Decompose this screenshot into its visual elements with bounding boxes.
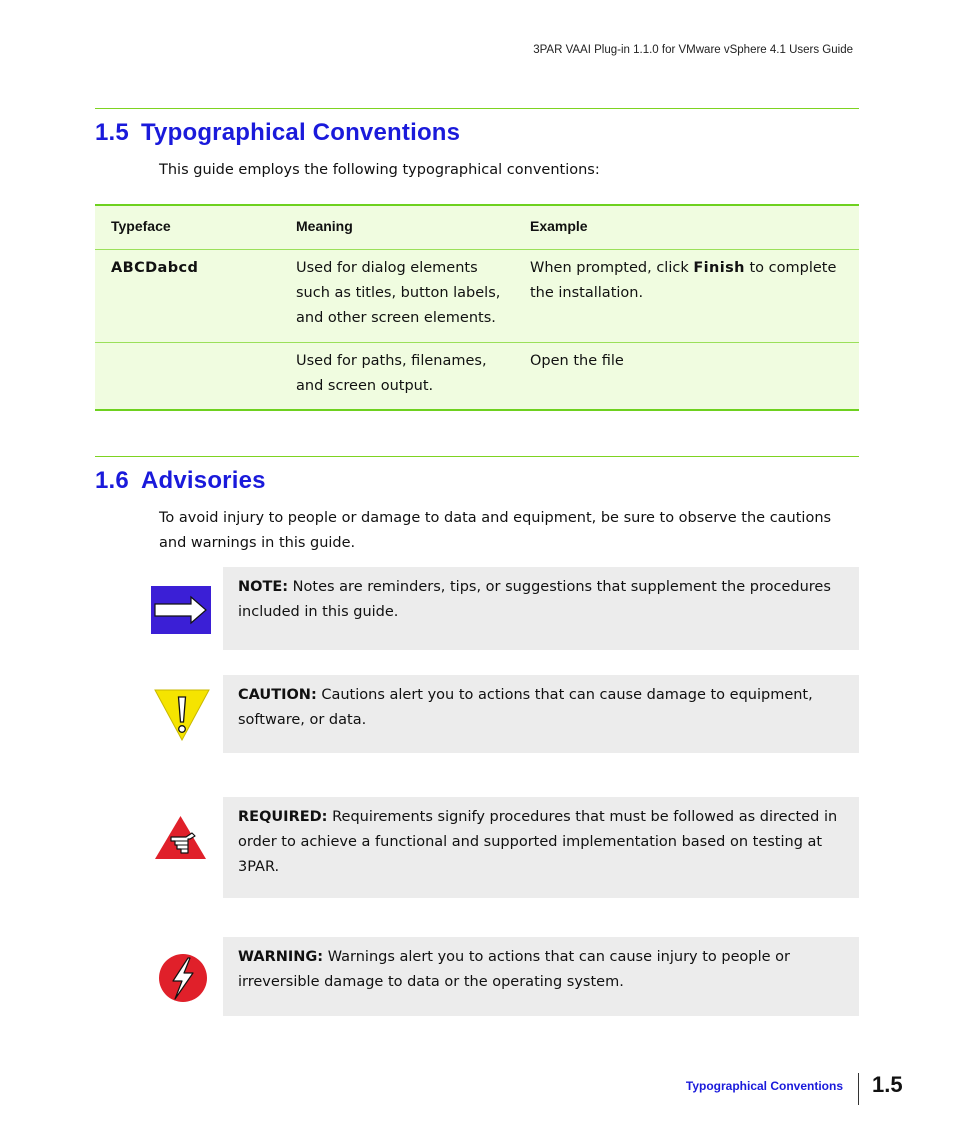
conventions-table [95,204,859,411]
required-text [238,805,848,880]
advisory-label: REQUIRED: [238,809,328,825]
example-text: When prompted, click [530,260,694,276]
footer-separator [858,1073,859,1105]
example-text-post: to complete the installation. [530,260,837,301]
page-number: 1.5 [872,1072,903,1097]
table-header-row [95,206,859,249]
lightning-icon [158,953,208,1007]
header-typeface: Typeface [111,218,171,234]
typeface-sample: ABCDabcd [111,260,199,276]
warning-box [223,937,859,1016]
meaning-cell: Used for paths, filenames, and screen output. [296,353,487,394]
caution-text [238,683,848,733]
section-heading-typographical [95,119,460,147]
advisory-body: Cautions alert you to actions that can cause damage to equipment, software, or data. [238,687,813,728]
table-row [95,342,859,409]
running-header: 3PAR VAAI Plug-in 1.1.0 for VMware vSphere 4.1 Users Guide [533,44,853,56]
table-row [95,249,859,342]
advisory-body: Notes are reminders, tips, or suggestions that supplement the procedures included in this guide. [238,579,831,620]
example-cell [530,256,850,306]
section-intro: To avoid injury to people or damage to data and equipment, be sure to observe the cautions and warnings in this guide. [159,510,832,551]
required-box [223,797,859,898]
advisory-label: WARNING: [238,949,324,965]
section-heading-advisories [95,467,266,495]
example-cell [530,349,850,374]
section-divider [95,108,859,109]
example-text: Open the file [530,353,624,369]
header-meaning: Meaning [296,218,353,234]
pointing-hand-icon [154,815,207,864]
advisory-label: NOTE: [238,579,289,595]
section-intro: This guide employs the following typographical conventions: [159,162,600,178]
header-example: Example [530,218,588,234]
section-divider [95,456,859,457]
caution-box [223,675,859,753]
section-number: 1.5 [95,119,129,146]
footer-section-label: Typographical Conventions [685,1079,843,1093]
meaning-cell: Used for dialog elements such as titles, button labels, and other screen elements. [296,260,501,326]
note-text [238,575,848,625]
section-title: Advisories [140,467,266,494]
warning-text [238,945,848,995]
advisory-body: Warnings alert you to actions that can cause injury to people or irreversible damage to data or the operating system. [238,949,790,990]
caution-triangle-icon [154,689,210,745]
section-title: Typographical Conventions [140,119,461,146]
advisory-body: Requirements signify procedures that must be followed as directed in order to achieve a functional and supported implementation based on testing at 3PAR. [238,809,838,875]
advisory-label: CAUTION: [238,687,317,703]
section-number: 1.6 [95,467,129,494]
example-bold: Finish [693,260,745,276]
note-box [223,567,859,650]
arrow-right-icon [151,586,211,638]
